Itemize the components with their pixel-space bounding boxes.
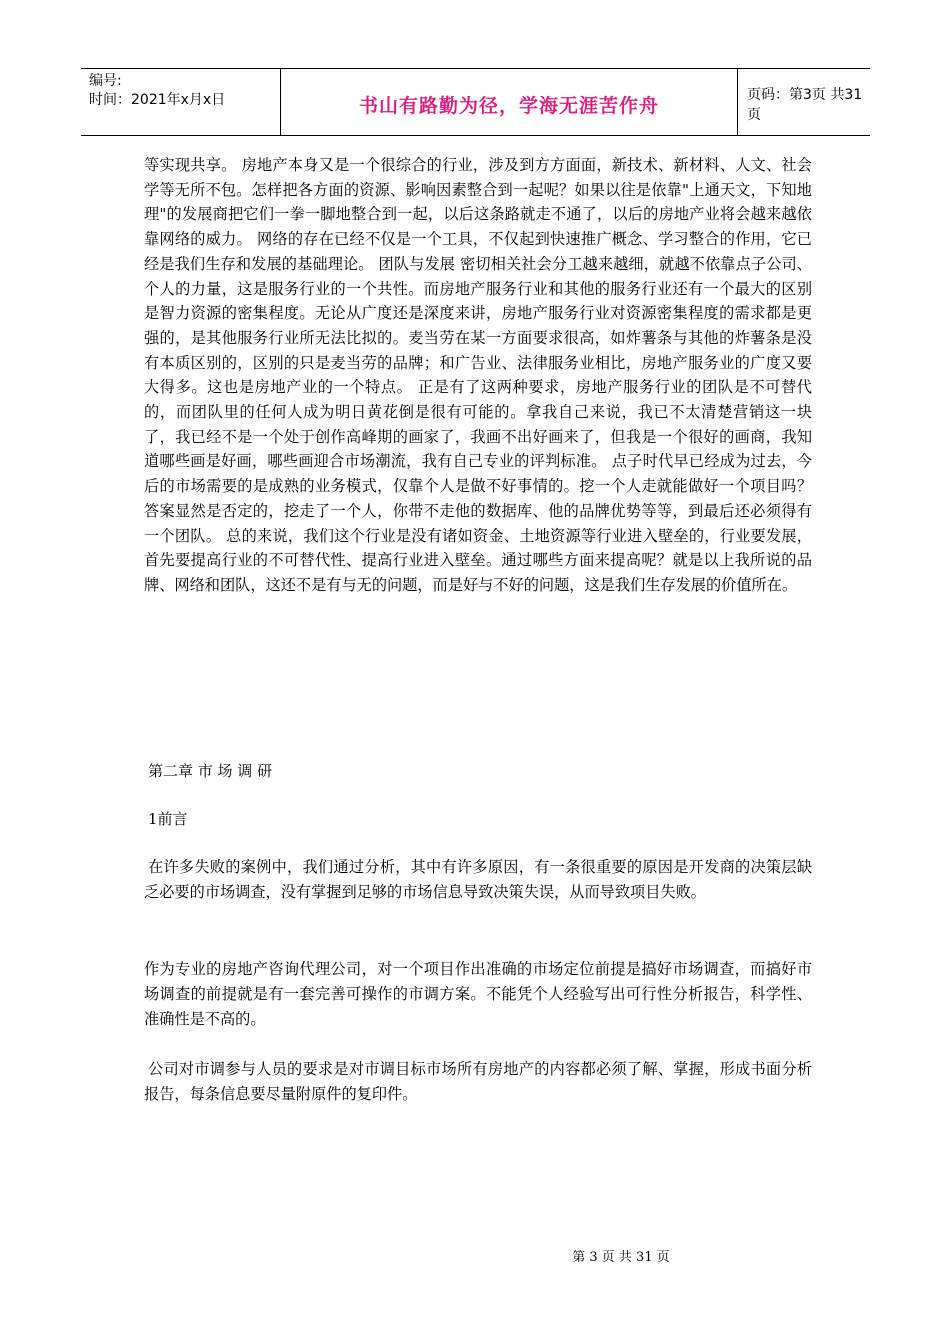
section-title: 1前言: [148, 810, 188, 828]
footer-page-number: 第 3 页 共 31 页: [572, 1250, 670, 1265]
document-time-label: 时间：2021年x月x日: [89, 92, 226, 108]
paragraph-intro: 在许多失败的案例中，我们通过分析，其中有许多原因，有一条很重要的原因是开发商的决策层缺乏必要的市场调查，没有掌握到足够的市场信息导致决策失误，从而导致项目失败。: [144, 858, 812, 901]
body-paragraph: 等实现共享。 房地产本身又是一个很综合的行业，涉及到方方面面，新技术、新材料、人文、社会学等无所不包。怎样把各方面的资源、影响因素整合到一起呢？如果以往是依靠"上通天文，下知地理"的发展商把它们一拳一脚地整合到一起，以后这条路就走不通了，以后的房地产业将会越来越依靠网络的威力。 网络的存在已经不仅是一个工具，不仅起到快速推广概念、学习整合的作用，它已经是我们生存和发展的基础理论。 团队与发展 密切相关社会分工越来越细，就越不依靠点子公司、个人的力量，这是服务行业的一个共性。而房地产服务行业和其他的服务行业还有一个最大的区别是智力资源的密集程度。无论从广度还是深度来讲，房地产服务行业对资源密集程度的需求都是更强的，是其他服务行业所无法比拟的。麦当劳在某一方面要求很高，如炸薯条与其他的炸薯条是没有本质区别的，区别的只是麦当劳的品牌；和广告业、法律服务业相比，房地产服务业的广度又要大得多。这也是房地产业的一个特点。 正是有了这两种要求，房地产服务行业的团队是不可替代的，而团队里的任何人成为明日黄花倒是很有可能的。拿我自己来说，我已不太清楚营销这一块了，我已经不是一个处于创作高峰期的画家了，我画不出好画来了，但我是一个很好的画商，我知道哪些画是好画，哪些画迎合市场潮流，我有自己专业的评判标准。 点子时代早已经成为过去，今后的市场需要的是成熟的业务模式，仅靠个人是做不好事情的。挖一个人走就能做好一个项目吗？答案显然是否定的，挖走了一个人，你带不走他的数据库、他的品牌优势等等，到最后还必须得有一个团队。 总的来说，我们这个行业是没有诸如资金、土地资源等行业进入壁垒的，行业要发展，首先要提高行业的不可替代性、提高行业进入壁垒。通过哪些方面来提高呢？就是以上我所说的品牌、网络和团队，这还不是有与无的问题，而是好与不好的问题，这是我们生存发展的价值所在。: [144, 156, 812, 594]
header-page-cell: [737, 69, 870, 135]
header-motto-cell: [281, 69, 738, 135]
header-motto: 书山有路勤为径，学海无涯苦作舟: [358, 94, 659, 117]
paragraph-methodology: 作为专业的房地产咨询代理公司，对一个项目作出准确的市场定位前提是搞好市场调查，而搞好市场调查的前提就是有一套完善可操作的市调方案。不能凭个人经验写出可行性分析报告，科学性、准确性是不高的。: [144, 960, 812, 1028]
header-page-number: 页码：第3页 共31页: [747, 87, 863, 123]
page-header: [81, 68, 870, 136]
chapter-title: 第二章 市 场 调 研: [148, 762, 273, 780]
page-footer: [0, 1246, 950, 1265]
header-meta: [81, 69, 281, 135]
paragraph-requirements: 公司对市调参与人员的要求是对市调目标市场所有房地产的内容都必须了解、掌握，形成书面分析报告，每条信息要尽量附原件的复印件。: [144, 1060, 812, 1103]
document-number-label: 编号:: [89, 73, 122, 89]
